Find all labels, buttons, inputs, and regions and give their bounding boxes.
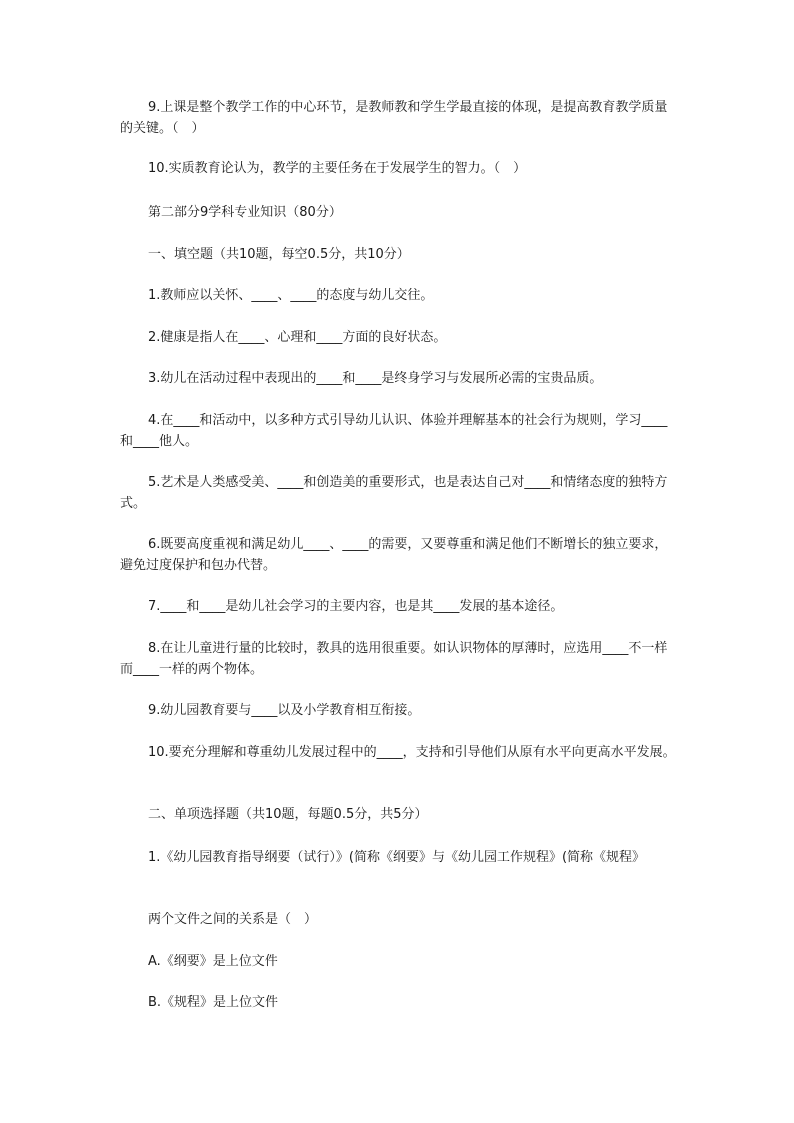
fill-blank-question-5: 5.艺术是人类感受美、____和创造美的重要形式，也是表达自己对____和情绪态度的独特方式。 xyxy=(120,475,668,511)
single-choice-question-1-stem: 两个文件之间的关系是（ ） xyxy=(148,912,318,927)
fill-blank-question-8: 8.在让儿童进行量的比较时，教具的选用很重要。如认识物体的厚薄时，应选用____不一样而____一样的两个物体。 xyxy=(120,641,668,677)
fill-blank-question-10: 10.要充分理解和尊重幼儿发展过程中的____，支持和引导他们从原有水平向更高水平发展。 xyxy=(148,745,676,760)
fill-blank-question-1: 1.教师应以关怀、____、____的态度与幼儿交往。 xyxy=(148,288,434,303)
fill-blank-question-7: 7.____和____是幼儿社会学习的主要内容，也是其____发展的基本途径。 xyxy=(148,599,564,614)
section-heading-part-two: 第二部分9学科专业知识（80分） xyxy=(148,205,342,220)
single-choice-question-1: 1.《幼儿园教育指导纲要（试行）》(简称《纲要》与《幼儿园工作规程》(简称《规程》 xyxy=(148,850,646,865)
section-heading-single-choice: 二、单项选择题（共10题，每题0.5分，共5分） xyxy=(148,807,428,822)
choice-option-b: B.《规程》是上位文件 xyxy=(148,995,279,1010)
true-false-question-10: 10.实质教育论认为，教学的主要任务在于发展学生的智力。（ ） xyxy=(148,161,527,176)
fill-blank-question-2: 2.健康是指人在____、心理和____方面的良好状态。 xyxy=(148,330,447,345)
choice-option-a: A.《纲要》是上位文件 xyxy=(148,954,278,969)
fill-blank-question-6: 6.既要高度重视和满足幼儿____、____的需要，又要尊重和满足他们不断增长的独立要求，避免过度保护和包办代替。 xyxy=(120,537,668,573)
true-false-question-9: 9.上课是整个教学工作的中心环节，是教师教和学生学最直接的体现，是提高教育教学质量的关键。（ ） xyxy=(120,100,668,136)
section-heading-fill-blank: 一、填空题（共10题，每空0.5分，共10分） xyxy=(148,247,410,262)
fill-blank-question-3: 3.幼儿在活动过程中表现出的____和____是终身学习与发展所必需的宝贵品质。 xyxy=(148,371,603,386)
fill-blank-question-9: 9.幼儿园教育要与____以及小学教育相互衔接。 xyxy=(148,703,421,718)
fill-blank-question-4: 4.在____和活动中，以多种方式引导幼儿认识、体验并理解基本的社会行为规则，学习____和____他人。 xyxy=(120,413,668,449)
